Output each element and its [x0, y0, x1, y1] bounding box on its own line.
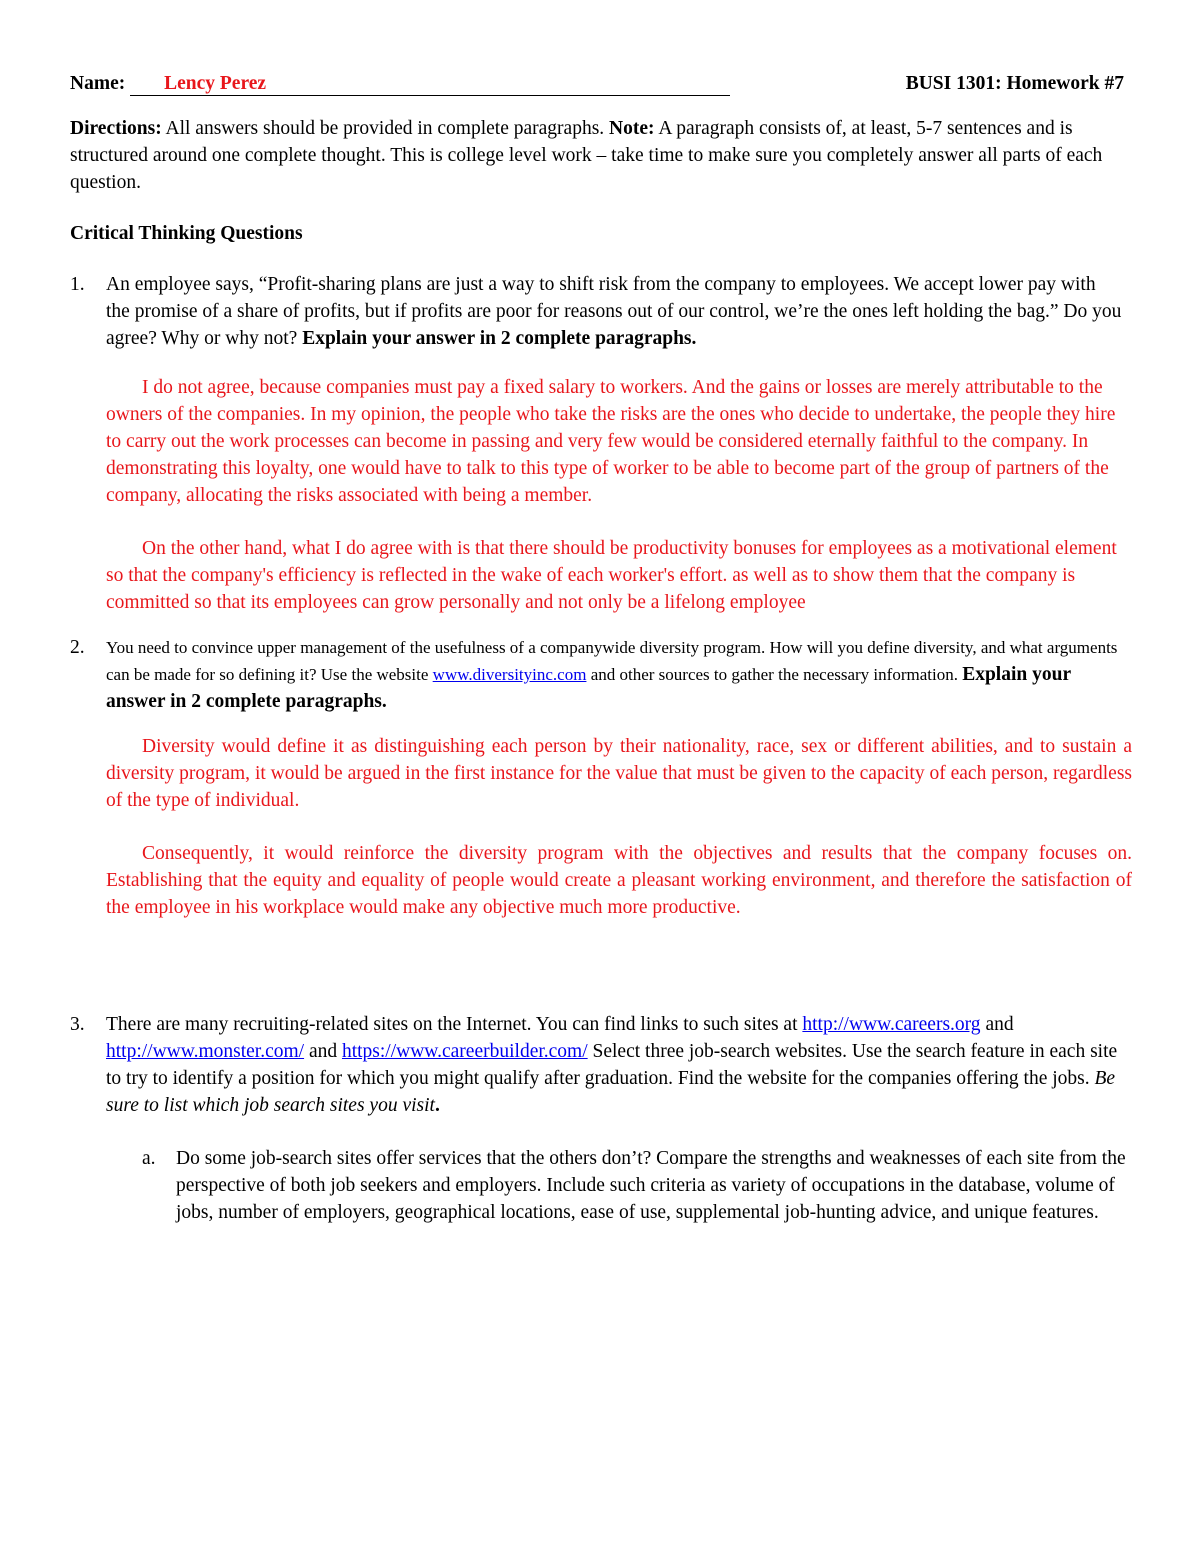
and-text: and: [308, 1041, 338, 1062]
question-1-text: An employee says, “Profit-sharing plans are just a way to shift risk from the company to employees. We accept lower pay with the promise of a share of profits, but if profits are poor for reasons out of our control, we’re the ones left holding the bag.” Do you agree? Why or why not?: [106, 274, 1122, 349]
sub-letter: a.: [142, 1148, 156, 1169]
question-2: [28, 634, 1132, 715]
question-3: [28, 1011, 1132, 1119]
and-text: and: [985, 1014, 1014, 1035]
question-1: [28, 271, 1132, 352]
careerbuilder-link[interactable]: https://www.careerbuilder.com/: [341, 1041, 588, 1062]
question-number: 3.: [70, 1014, 85, 1035]
directions: [70, 115, 1132, 196]
name-label: Name:: [70, 73, 126, 94]
section-title: Critical Thinking Questions: [70, 223, 303, 244]
answer-2-paragraph-2: Consequently, it would reinforce the diversity program with the objectives and results that the company focuses on. Establishing that the equity and equality of people would create a pleasant working environment, and therefore the satisfaction of the employee in his workplace would make any objective much more productive.: [106, 843, 1132, 918]
note-label: Note:: [609, 118, 655, 139]
document-page: [70, 70, 1132, 1226]
question-text: [106, 1011, 1132, 1119]
answer-1-paragraph-1: I do not agree, because companies must pay a fixed salary to workers. And the gains or losses are merely attributable to the owners of the companies. In my opinion, the people who take the risks are the ones who decide to undertake, the people they hire to carry out the work processes can become in passing and very few would be considered eternally faithful to the company. In demonstrating this loyalty, one would have to talk to this type of worker to be able to become part of the group of partners of the company, allocating the risks associated with being a member.: [106, 377, 1116, 506]
question-2-text: You need to convince upper management of the usefulness of a companywide diversity program. How will you define diversity, and what arguments can be made for so defining it? Use the website: [106, 638, 1118, 684]
directions-text: All answers should be provided in complete paragraphs.: [165, 118, 605, 139]
careers-link[interactable]: http://www.careers.org: [802, 1014, 981, 1035]
course-title: BUSI 1301: Homework #7: [905, 73, 1124, 94]
question-3-text: There are many recruiting-related sites on the Internet. You can find links to such sites at: [106, 1014, 798, 1035]
note-text: A paragraph consists of, at least, 5-7 sentences and is structured around one complete thought. This is college level work – take time to make sure you completely answer all parts of each question.: [70, 118, 1103, 193]
question-text: [106, 634, 1132, 715]
name-line: [70, 70, 730, 97]
answer-2-paragraph-1: Diversity would define it as distinguishing each person by their nationality, race, sex or different abilities, and to sustain a diversity program, it would be argued in the first instance for the value that must be given to the capacity of each person, regardless of the type of individual.: [106, 736, 1132, 811]
directions-label: Directions:: [70, 118, 162, 139]
name-blank: [130, 73, 730, 96]
question-text: [106, 271, 1132, 352]
question-3-italic-note: Be sure to list which job search sites you visit: [106, 1068, 1116, 1116]
question-number: 1.: [70, 274, 85, 295]
header: [70, 70, 1132, 97]
student-name: Lency Perez: [164, 73, 267, 94]
diversityinc-link[interactable]: www.diversityinc.com: [432, 665, 587, 684]
answer-1-paragraph-2: On the other hand, what I do agree with is that there should be productivity bonuses for employees as a motivational element so that the company's efficiency is reflected in the wake of each worker's effort. as well as to show them that the company is committed so that its employees can grow personally and not only be a lifelong employee: [106, 538, 1117, 613]
question-number: 2.: [70, 637, 85, 658]
period: .: [434, 1095, 440, 1116]
question-3-sub-a: [142, 1145, 1132, 1226]
monster-link[interactable]: http://www.monster.com/: [106, 1041, 305, 1062]
question-2-text-after: and other sources to gather the necessary information.: [590, 665, 958, 684]
question-2-instruction: Explain your answer in 2 complete paragraphs.: [106, 664, 1071, 712]
question-3-text-2: Select three job-search websites. Use the search feature in each site to try to identify a position for which you might qualify after graduation. Find the website for the companies offering the jobs.: [106, 1041, 1118, 1089]
question-1-instruction: Explain your answer in 2 complete paragraphs.: [302, 328, 697, 349]
sub-a-text: Do some job-search sites offer services that the others don’t? Compare the strengths and weaknesses of each site from the perspective of both job seekers and employers. Include such criteria as variety of occupations in the database, volume of jobs, number of employers, geographical locations, ease of use, supplemental job-hunting advice, and unique features.: [176, 1148, 1126, 1223]
